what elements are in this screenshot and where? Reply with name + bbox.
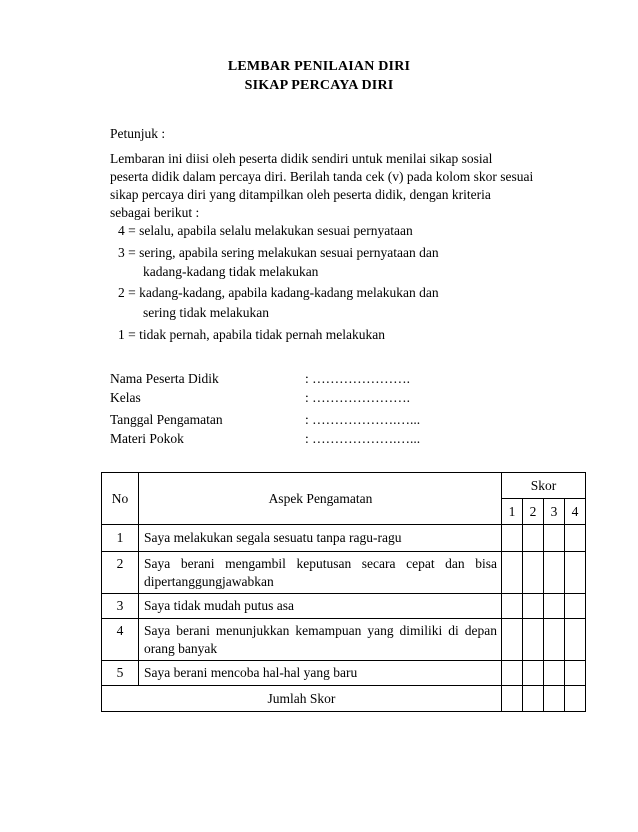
header-no: No — [102, 473, 139, 525]
total-score-cell-3[interactable] — [544, 686, 565, 712]
score-cell-2[interactable] — [523, 594, 544, 619]
score-cell-4[interactable] — [565, 619, 586, 661]
header-score-4: 4 — [565, 499, 586, 525]
row-number: 5 — [102, 661, 139, 686]
criteria-item: 3 = sering, apabila sering melakukan sesuai pernyataan dan — [118, 245, 439, 260]
criteria-item: 1 = tidak pernah, apabila tidak pernah melakukan — [118, 327, 386, 342]
criteria-item: 4 = selalu, apabila selalu melakukan sesuai pernyataan — [118, 223, 413, 238]
row-number: 2 — [102, 552, 139, 594]
identity-label: Tanggal Pengamatan — [110, 412, 223, 427]
row-aspek: Saya berani mengambil keputusan secara cepat dan bisa dipertanggungjawabkan — [139, 552, 502, 594]
score-cell-2[interactable] — [523, 619, 544, 661]
table-total-row — [102, 686, 586, 712]
instructions-heading: Petunjuk : — [110, 126, 166, 141]
identity-row-kelas — [110, 389, 530, 407]
table-row — [102, 594, 586, 619]
score-cell-2[interactable] — [523, 552, 544, 594]
total-score-cell-2[interactable] — [523, 686, 544, 712]
score-cell-4[interactable] — [565, 594, 586, 619]
score-cell-3[interactable] — [544, 594, 565, 619]
header-score-1: 1 — [502, 499, 523, 525]
identity-row-nama — [110, 370, 530, 388]
instructions-paragraph-line: sikap percaya diri yang ditampilkan oleh peserta didik, dengan kriteria — [110, 187, 491, 202]
table-header-row — [102, 473, 586, 499]
table-row — [102, 525, 586, 552]
table-row — [102, 661, 586, 686]
score-cell-3[interactable] — [544, 525, 565, 552]
criteria-item: 2 = kadang-kadang, apabila kadang-kadang melakukan dan — [118, 285, 439, 300]
table-row — [102, 619, 586, 661]
header-score-2: 2 — [523, 499, 544, 525]
header-skor: Skor — [502, 473, 586, 499]
title-line-1: LEMBAR PENILAIAN DIRI — [227, 59, 411, 74]
score-cell-3[interactable] — [544, 619, 565, 661]
table-row — [102, 552, 586, 594]
score-cell-3[interactable] — [544, 552, 565, 594]
total-score-cell-1[interactable] — [502, 686, 523, 712]
total-score-cell-4[interactable] — [565, 686, 586, 712]
row-number: 4 — [102, 619, 139, 661]
row-aspek: Saya berani menunjukkan kemampuan yang dimiliki di depan orang banyak — [139, 619, 502, 661]
score-cell-2[interactable] — [523, 661, 544, 686]
score-cell-4[interactable] — [565, 661, 586, 686]
identity-fill-field[interactable]: : ……………….…... — [305, 431, 421, 446]
total-label: Jumlah Skor — [102, 686, 502, 712]
instructions-paragraph-line: sebagai berikut : — [110, 205, 200, 220]
identity-label: Nama Peserta Didik — [110, 371, 219, 386]
criteria-item-continuation: kadang-kadang tidak melakukan — [143, 264, 319, 279]
score-cell-4[interactable] — [565, 525, 586, 552]
identity-fill-field[interactable]: : …………………. — [305, 371, 411, 386]
row-aspek: Saya berani mencoba hal-hal yang baru — [139, 661, 502, 686]
score-cell-1[interactable] — [502, 661, 523, 686]
header-score-3: 3 — [544, 499, 565, 525]
identity-fill-field[interactable]: : ……………….…... — [305, 412, 421, 427]
instructions-paragraph-line: Lembaran ini diisi oleh peserta didik sendiri untuk menilai sikap sosial — [110, 151, 493, 166]
score-cell-1[interactable] — [502, 525, 523, 552]
row-number: 3 — [102, 594, 139, 619]
identity-row-tanggal — [110, 411, 530, 429]
row-number: 1 — [102, 525, 139, 552]
header-aspek: Aspek Pengamatan — [139, 473, 502, 525]
row-aspek: Saya tidak mudah putus asa — [139, 594, 502, 619]
assessment-table — [101, 472, 586, 712]
score-cell-3[interactable] — [544, 661, 565, 686]
title-line-2: SIKAP PERCAYA DIRI — [244, 78, 394, 93]
identity-label: Kelas — [110, 390, 141, 405]
instructions-paragraph-line: peserta didik dalam percaya diri. Berilah tanda cek (v) pada kolom skor sesuai — [110, 169, 534, 184]
score-cell-1[interactable] — [502, 619, 523, 661]
criteria-item-continuation: sering tidak melakukan — [143, 305, 269, 320]
identity-row-materi — [110, 430, 530, 448]
identity-fill-field[interactable]: : …………………. — [305, 390, 411, 405]
row-aspek: Saya melakukan segala sesuatu tanpa ragu-ragu — [139, 525, 502, 552]
score-cell-1[interactable] — [502, 594, 523, 619]
score-cell-2[interactable] — [523, 525, 544, 552]
score-cell-4[interactable] — [565, 552, 586, 594]
identity-label: Materi Pokok — [110, 431, 184, 446]
score-cell-1[interactable] — [502, 552, 523, 594]
